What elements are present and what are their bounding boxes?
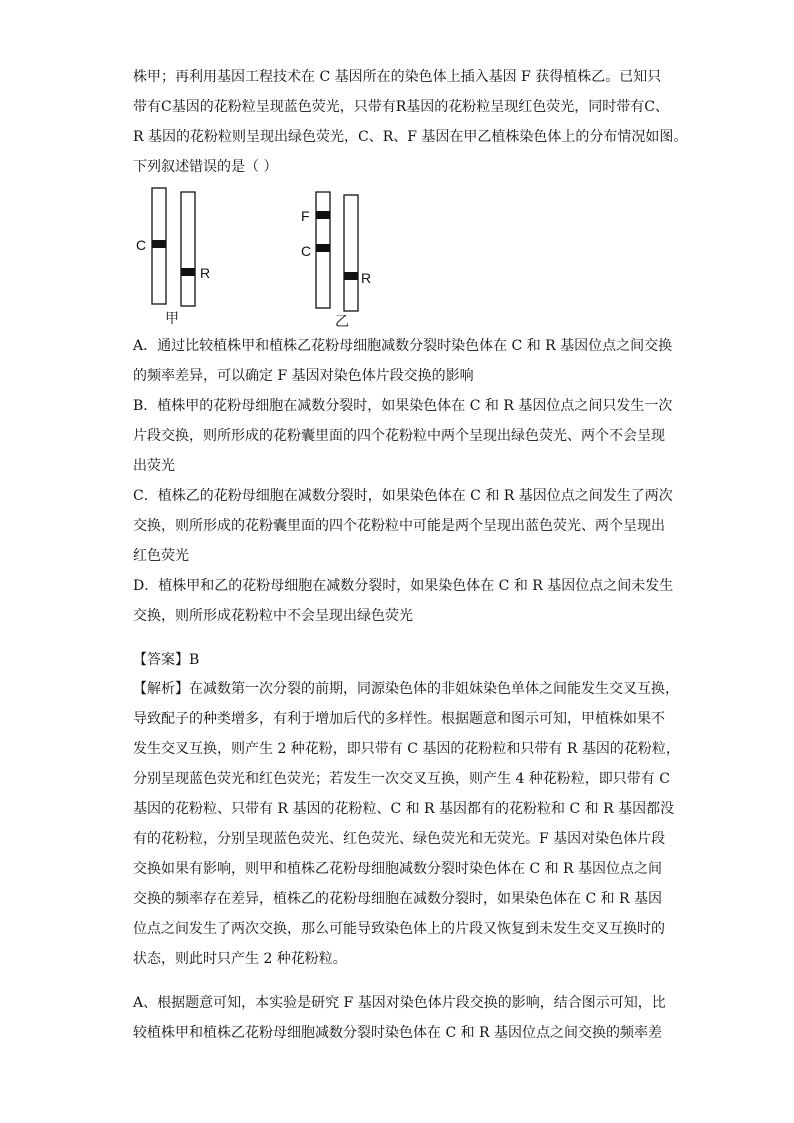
answer-line: 【答案】B bbox=[133, 652, 200, 668]
figure-plant-yi bbox=[301, 192, 371, 330]
analysis-line: 导致配子的种类增多，有利于增加后代的多样性。根据题意和图示可知，甲植株如果不 bbox=[133, 711, 665, 727]
answer-value: B bbox=[189, 652, 200, 668]
option-line: 出荧光 bbox=[133, 458, 175, 474]
gene-label-c-jia: C bbox=[136, 237, 147, 253]
gene-label-c-yi: C bbox=[301, 243, 312, 259]
analysis-line: 发生交叉互换，则产生 2 种花粉，即只带有 C 基因的花粉粒和只带有 R 基因的花粉粒， bbox=[133, 741, 680, 757]
stem-line: 带有C基因的花粉粒呈现蓝色荧光，只带有R基因的花粉粒呈现红色荧光，同时带有C、 bbox=[133, 99, 669, 115]
chromosome-jia-2 bbox=[181, 192, 195, 306]
gene-band-f-yi bbox=[316, 211, 330, 219]
analysis-line: 位点之间发生了两次交换，那么可能导致染色体上的片段又恢复到未发生交叉互换时的 bbox=[133, 921, 665, 937]
option-line: 红色荧光 bbox=[133, 548, 189, 564]
option-line: 的频率差异，可以确定 F 基因对染色体片段交换的影响 bbox=[133, 368, 474, 384]
stem-line: 株甲；再利用基因工程技术在 C 基因所在的染色体上插入基因 F 获得植株乙。已知只 bbox=[133, 69, 662, 85]
stem-line: R 基因的花粉粒则呈现出绿色荧光，C、R、F 基因在甲乙植株染色体上的分布情况如图。 bbox=[133, 129, 688, 145]
chromosome-yi-2 bbox=[344, 195, 358, 311]
analysis-section: 【解析】在减数第一次分裂的前期，同源染色体的非姐妹染色单体之间能发生交叉互换， 导致配子的种类增多，有利于增加后代的多样性。根据题意和图示可知，甲植株如果不 发生交叉互换，则产生 2 种花粉，即只带有 C 基因的花粉粒和只带有 R 基因的花粉粒， 分别呈现蓝色荧光和红色荧光；若发生一次交叉互换，则产生 4 种花粉粒，即只带有 C 基因的花粉粒、只带有 R 基因的花粉粒、C 和 R 基因都有的花粉粒和 C 和 R 基因都没 有的花粉粒，分别呈现蓝色荧光、红色荧光、绿色荧光和无荧光。F 基因对染色体片段 交换如果有影响，则甲和植株乙花粉母细胞减数分裂时染色体在 C 和 R 基因位点之间 交换的频率存在差异，植株乙的花粉母细胞在减数分裂时，如果染色体在 C 和 R 基因 位点之间发生了两次交换，那么可能导致染色体上的片段又恢复到未发生交叉互换时的 状态，则此时只产生 2 种花粉粒。 bbox=[133, 674, 673, 974]
figure-caption-yi: 乙 bbox=[335, 314, 349, 330]
figure-plant-jia bbox=[136, 188, 210, 327]
answer-tag: 答案 bbox=[147, 652, 175, 668]
option-line: C．植株乙的花粉母细胞在减数分裂时，如果染色体在 C 和 R 基因位点之间发生了两次 bbox=[133, 488, 673, 504]
answer-options bbox=[133, 331, 673, 631]
gene-band-c-jia bbox=[152, 240, 166, 248]
analysis-line: 分别呈现蓝色荧光和红色荧光；若发生一次交叉互换，则产生 4 种花粉粒，即只带有 C bbox=[133, 771, 670, 787]
gene-label-r-yi: R bbox=[361, 270, 372, 286]
option-line: 交换，则所形成的花粉囊里面的四个花粉粒中可能是两个呈现出蓝色荧光、两个呈现出 bbox=[133, 518, 665, 534]
option-line: D．植株甲和乙的花粉母细胞在减数分裂时，如果染色体在 C 和 R 基因位点之间未发生 bbox=[133, 578, 674, 594]
analysis-first-line: 在减数第一次分裂的前期，同源染色体的非姐妹染色单体之间能发生交叉互换， bbox=[189, 681, 679, 697]
gene-label-r-jia: R bbox=[200, 265, 211, 281]
option-line: 片段交换，则所形成的花粉囊里面的四个花粉粒中两个呈现出绿色荧光、两个不会呈现 bbox=[133, 428, 665, 444]
gene-band-r-jia bbox=[181, 268, 195, 276]
analysis-line: 有的花粉粒，分别呈现蓝色荧光、红色荧光、绿色荧光和无荧光。F 基因对染色体片段 bbox=[133, 831, 666, 847]
analysis-option-a bbox=[133, 988, 673, 1048]
gene-label-f-yi: F bbox=[301, 208, 310, 224]
analysis-line: 基因的花粉粒、只带有 R 基因的花粉粒、C 和 R 基因都有的花粉粒和 C 和 R 基因都没 bbox=[133, 801, 675, 817]
stem-line: 下列叙述错误的是（ ） bbox=[133, 159, 278, 175]
option-line: 交换，则所形成花粉粒中不会呈现出绿色荧光 bbox=[133, 608, 413, 624]
analysis-line: 交换如果有影响，则甲和植株乙花粉母细胞减数分裂时染色体在 C 和 R 基因位点之间 bbox=[133, 861, 663, 877]
option-line: A．通过比较植株甲和植株乙花粉母细胞减数分裂时染色体在 C 和 R 基因位点之间交换 bbox=[133, 338, 673, 354]
analysis-tag: 解析 bbox=[147, 681, 175, 697]
gene-band-r-yi bbox=[344, 272, 358, 280]
analysis-a-line: A、根据题意可知，本实验是研究 F 基因对染色体片段交换的影响，结合图示可知，比 bbox=[133, 995, 666, 1011]
option-line: B．植株甲的花粉母细胞在减数分裂时，如果染色体在 C 和 R 基因位点之间只发生一次 bbox=[133, 398, 673, 414]
analysis-line: 状态，则此时只产生 2 种花粉粒。 bbox=[133, 951, 347, 967]
analysis-a-line: 较植株甲和植株乙花粉母细胞减数分裂时染色体在 C 和 R 基因位点之间交换的频率差 bbox=[133, 1025, 663, 1041]
gene-band-c-yi bbox=[316, 244, 330, 252]
analysis-line: 交换的频率存在差异，植株乙的花粉母细胞在减数分裂时，如果染色体在 C 和 R 基因 bbox=[133, 891, 663, 907]
figure-caption-jia: 甲 bbox=[165, 311, 179, 327]
